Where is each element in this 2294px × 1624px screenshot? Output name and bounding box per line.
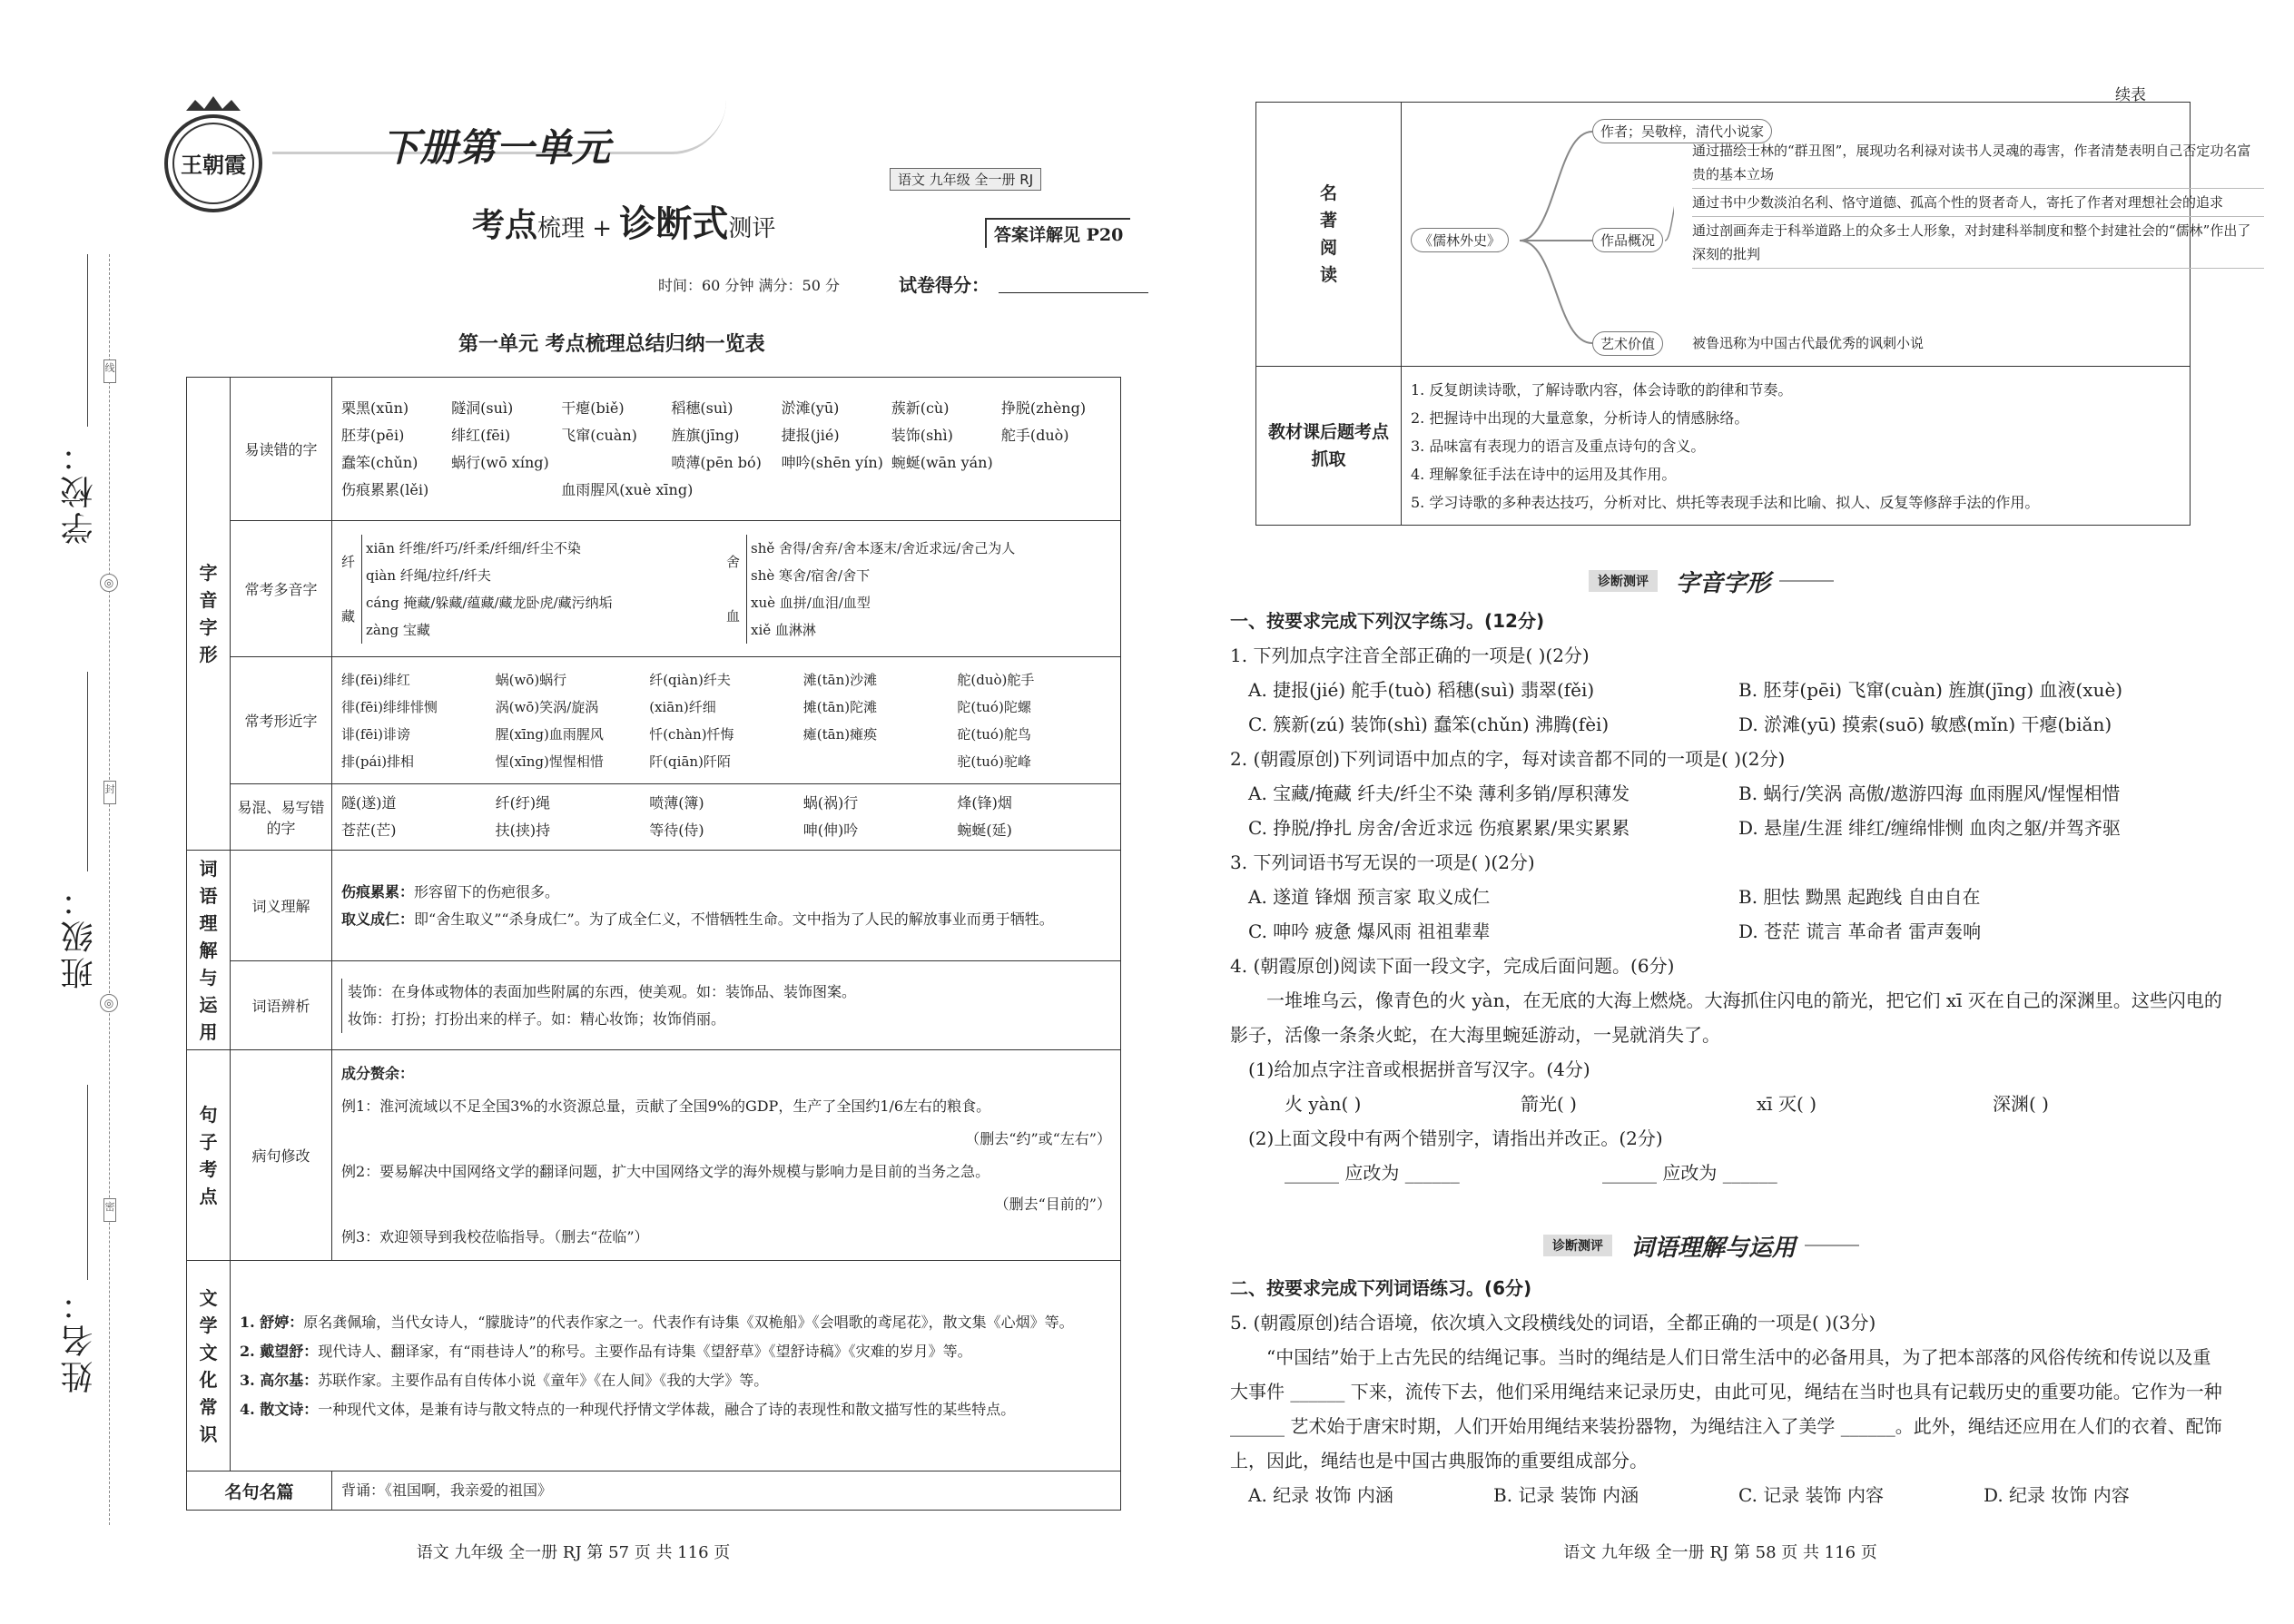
disc-entry: 装饰：在身体或物体的表面加些附属的东西，使美观。如：装饰品、装饰图案。 [348, 982, 857, 1000]
easy-word: 捷报(jié) [781, 426, 840, 444]
easy-word: 栗黑(xūn) [341, 399, 409, 417]
sent-fix: （删去“约”或“左右”） [965, 1129, 1111, 1147]
mix-item: 蜗(祸)行 [802, 794, 859, 812]
shape-item: 惺(xīng)惺惺相惜 [495, 753, 604, 770]
cat-sentence: 句子考点 [187, 1050, 231, 1261]
poly-cell [332, 521, 1121, 657]
easy-word: 蜗行(wō xíng) [451, 453, 549, 471]
easy-word: 挣脱(zhèng) [1000, 399, 1087, 417]
banner-phonetics [1589, 563, 1834, 599]
book-node: 《儒林外史》 [1411, 228, 1509, 252]
logo-text: 王朝霞 [181, 152, 246, 178]
easy-word: 喷薄(pēn bó) [671, 453, 762, 471]
easy-word: 淤滩(yū) [781, 399, 840, 417]
question-1: 1. 下列加点字注音全部正确的一项是( )(2分) [1230, 645, 1590, 666]
shape-item: 阡(qiān)阡陌 [649, 753, 731, 770]
seal-tag-feng: 封 [103, 781, 116, 804]
subtitle-a: 考点 [472, 207, 538, 244]
overview-node: 作品概况 [1592, 228, 1663, 252]
option-b[interactable]: B. 记录 装饰 内涵 [1493, 1484, 1639, 1506]
continued-label: 续表 [2115, 86, 2146, 104]
vocab-cell [332, 851, 1121, 961]
overview-title: 第一单元 考点梳理总结归纳一览表 [458, 333, 765, 356]
q4-correction[interactable]: ______ 应改为 ______ [1602, 1162, 1777, 1184]
question-3: 3. 下列词语书写无误的一项是( )(2分) [1230, 851, 1535, 873]
easy-word: 血雨腥风(xuè xīng) [561, 480, 694, 498]
subtitle-b: 梳理 + [537, 215, 620, 242]
score-blank[interactable] [999, 292, 1148, 293]
q4-passage: 一堆堆乌云，像青色的火 yàn，在无底的大海上燃烧。大海抓住闪电的箭光，把它们 xī 灭在自己的深渊里。这些闪电的影子，活像一条条火蛇，在大海里蜿延游动，一晃就消失了。 [1230, 989, 2222, 1046]
shape-cell [332, 657, 1121, 784]
poly-group: 舍 shě 舍得/舍弃/舍本逐末/舍近求远/舍己为人 shè 寒舍/宿舍/舍下 [726, 535, 1111, 589]
seal-tag-xian: 线 [103, 359, 116, 383]
text-item: 2. 把握诗中出现的大量意象，分析诗人的情感脉络。 [1411, 408, 1749, 427]
option-c[interactable]: C. 呻吟 疲惫 爆风雨 祖祖辈辈 [1248, 920, 1491, 942]
easy-word: 蠢笨(chǔn) [341, 453, 418, 471]
easy-cell [332, 378, 1121, 521]
binding-hole-icon: ◎ [100, 574, 118, 592]
section-head: 二、按要求完成下列词语练习。(6分) [1230, 1277, 1532, 1299]
lit-entry: 1. 舒婷：原名龚佩瑜，当代女诗人，“朦胧诗”的代表作家之一。代表作有诗集《双桅船》《会唱歌的鸢尾花》，散文集《心烟》等。 [240, 1313, 1074, 1331]
option-c[interactable]: C. 记录 装饰 内容 [1738, 1484, 1885, 1506]
poly-group: 血 xuè 血拼/血泪/血型 xiě 血淋淋 [726, 589, 1111, 644]
q4-blank[interactable]: 箭光( ) [1521, 1093, 1577, 1115]
sent-fix: （删去“目前的”） [994, 1195, 1111, 1213]
question-2: 2. (朝霞原创)下列词语中加点的字，每对读音都不同的一项是( )(2分) [1230, 748, 1786, 770]
q4-correction[interactable]: ______ 应改为 ______ [1285, 1162, 1460, 1184]
author-node: 作者；吴敬梓，清代小说家 [1592, 119, 1772, 143]
sent-cell [332, 1050, 1121, 1261]
shape-item: 瘫(tān)瘫痪 [802, 725, 878, 743]
option-c[interactable]: C. 簇新(zú) 装饰(shì) 蠢笨(chǔn) 沸腾(fèi) [1248, 714, 1610, 735]
option-a[interactable]: A. 遂道 锋烟 预言家 取义成仁 [1248, 886, 1491, 908]
easy-word: 舵手(duò) [1000, 426, 1069, 444]
overview-point: 通过书中少数淡泊名利、恪守道德、孤高个性的贤者奇人，寄托了作者对理想社会的追求 [1692, 189, 2264, 217]
binding-hole-icon: ◎ [100, 994, 118, 1012]
option-b[interactable]: B. 胚芽(pēi) 飞窜(cuàn) 旌旗(jīng) 血液(xuè) [1738, 679, 2123, 701]
question-5: 5. (朝霞原创)结合语境，依次填入文段横线处的词语，全都正确的一项是( )(3分) [1230, 1312, 1876, 1334]
sent-example: 例2：要易解决中国网络文学的翻译问题，扩大中国网络文学的海外规模与影响力是目前的当务之急。 [341, 1162, 990, 1180]
knowledge-table [186, 377, 1121, 1511]
shape-item [803, 748, 958, 775]
easy-label: 易读错的字 [231, 378, 332, 521]
vocab-label: 词义理解 [231, 851, 332, 961]
shape-item: 摊(tān)陀滩 [802, 698, 878, 715]
q4-blank[interactable]: 火 yàn( ) [1285, 1093, 1362, 1115]
subtitle-d: 测评 [728, 215, 776, 242]
mix-item: 呻(伸)吟 [802, 822, 859, 839]
shape-item: 涡(wō)笑涡/旋涡 [495, 698, 599, 715]
option-d[interactable]: D. 苍茫 谎言 革命者 雷声轰响 [1738, 920, 1982, 942]
shape-item: 陀(tuó)陀螺 [957, 698, 1031, 715]
option-b[interactable]: B. 胆怯 黝黑 起跑线 自由自在 [1738, 886, 1981, 908]
easy-word: 稻穗(suì) [671, 399, 733, 417]
shape-item: 排(pái)排相 [341, 753, 415, 770]
overview-point: 通过描绘士林的“群丑图”，展现功名利禄对读书人灵魂的毒害，作者清楚表明自己否定功名富贵的基本立场 [1692, 137, 2264, 189]
name-label: 姓名： [61, 1284, 98, 1393]
cat-vocab: 词语理解与运用 [187, 851, 231, 1050]
easy-word: 伤痕累累(lěi) [341, 480, 429, 498]
q4-sub1: (1)给加点字注音或根据拼音写汉字。(4分) [1248, 1058, 1590, 1080]
poly-label: 常考多音字 [231, 521, 332, 657]
option-d[interactable]: D. 纪录 妆饰 内容 [1984, 1484, 2130, 1506]
mix-item: 扶(挟)持 [495, 822, 551, 839]
sent-head: 成分赘余： [341, 1064, 415, 1082]
sent-label: 病句修改 [231, 1050, 332, 1261]
shape-item: 徘(fēi)绯绯悱恻 [341, 698, 438, 715]
text-label: 教材课后题考点抓取 [1256, 367, 1402, 526]
overview-points [1692, 137, 2264, 269]
lit-entry: 3. 高尔基：苏联作家。主要作品有自传体小说《童年》《在人间》《我的大学》等。 [240, 1371, 769, 1389]
text-item: 1. 反复朗读诗歌，了解诗歌内容，体会诗歌的韵律和节奏。 [1411, 380, 1793, 399]
q4-blank[interactable]: xī 灭( ) [1757, 1093, 1816, 1115]
q5-passage: “中国结”始于上古先民的结绳记事。当时的绳结是人们日常生活中的必备用具，为了把本部落的风俗传统和传说以及重大事件 ______ 下来，流传下去，他们采用绳结来记录历史，由此可见，绳结在当时也具有记载历史的重要功能。它作为一种 ______ 艺术始于唐宋时期，人们开始用绳结来装扮器物，为绳结注入了美学 ______。此外，绳结还应用在人们的衣着、配饰上，因此，绳结也是中国古典服饰的重要组成部分。 [1230, 1346, 2222, 1471]
easy-word: 绯红(fēi) [451, 426, 511, 444]
shape-label: 常考形近字 [231, 657, 332, 784]
disc-entry: 妆饰：打扮；打扮出来的样子。如：精心妆饰；妆饰俏丽。 [348, 1009, 726, 1028]
shape-item: 忏(chàn)忏悔 [649, 725, 734, 743]
cat-literature: 文学文化常识 [187, 1261, 231, 1471]
poly-group: 纤 xiān 纤维/纤巧/纤柔/纤细/纤尘不染 qiàn 纤绳/拉纤/纤夫 [341, 535, 726, 589]
footer-right: 语文 九年级 全一册 RJ 第 58 页 共 116 页 [1563, 1543, 1877, 1562]
seal-tag-mi: 密 [103, 1198, 116, 1222]
lit-entry: 4. 散文诗：一种现代文体，是兼有诗与散文特点的一种现代抒情文学体裁，融合了诗的表现性和散文描写性的某些特点。 [240, 1400, 1016, 1418]
banner-line [1779, 580, 1834, 582]
recite-label: 名句名篇 [187, 1471, 332, 1511]
art-node: 艺术价值 [1592, 331, 1663, 356]
binding-sidebar [0, 0, 163, 1624]
shape-item: 驼(tuó)驼峰 [957, 753, 1031, 770]
easy-word: 隧洞(suì) [451, 399, 514, 417]
easy-word: 旌旗(jīng) [671, 426, 740, 444]
questions-section-2 [1230, 1271, 2229, 1512]
header-subtitle [472, 195, 775, 247]
section-head: 一、按要求完成下列汉字练习。(12分) [1230, 610, 1545, 632]
shape-item: 腥(xīng)血雨腥风 [495, 725, 604, 743]
text-item: 3. 品味富有表现力的语言及重点诗句的含义。 [1411, 437, 1706, 455]
answer-ref: 答案详解见 P20 [985, 218, 1130, 248]
option-a[interactable]: A. 宝藏/掩藏 纤夫/纤尘不染 薄利多销/厚积薄发 [1248, 782, 1630, 804]
option-d[interactable]: D. 悬崖/生涯 绯红/缠绵悱恻 血肉之躯/并驾齐驱 [1738, 817, 2121, 839]
shape-item: 砣(tuó)舵鸟 [957, 725, 1031, 743]
mix-item: 蜿蜒(延) [957, 822, 1012, 839]
exam-meta: 时间：60 分钟 满分：50 分 [658, 277, 840, 294]
text-item: 4. 理解象征手法在诗中的运用及其作用。 [1411, 465, 1677, 483]
option-c[interactable]: C. 挣脱/挣扎 房舍/舍近求远 伤痕累累/果实累累 [1248, 817, 1630, 839]
q4-blank[interactable]: 深渊( ) [1993, 1093, 2049, 1115]
shape-item: 蜗(wō)蜗行 [495, 671, 567, 688]
shape-item: 绯(fēi)绯红 [341, 671, 410, 688]
continued-table [1255, 102, 2251, 526]
book-info-badge: 语文 九年级 全一册 RJ [890, 168, 1041, 191]
banner-tag: 诊断测评 [1589, 570, 1658, 592]
text-item: 5. 学习诗歌的多种表达技巧，分析对比、烘托等表现手法和比喻、拟人、反复等修辞手法的作用。 [1411, 493, 2040, 511]
shape-item: 舵(duò)舵手 [957, 671, 1035, 688]
mix-cell [332, 784, 1121, 851]
art-value: 被鲁迅称为中国古代最优秀的讽刺小说 [1692, 335, 1925, 351]
lit-entry: 2. 戴望舒：现代诗人、翻译家，有“雨巷诗人”的称号。主要作品有诗集《望舒草》《望舒诗稿》《灾难的岁月》等。 [240, 1342, 972, 1360]
vocab-entry: 伤痕累累：形容留下的伤疤很多。 [341, 882, 560, 901]
easy-word: 装饰(shì) [891, 426, 953, 444]
mix-item: 烽(锋)烟 [957, 794, 1012, 812]
shape-item: (xiān)纤细 [649, 698, 716, 715]
name-blank[interactable] [87, 1085, 88, 1280]
overview-point: 通过剖画奔走于科举道路上的众多士人形象，对封建科举制度和整个封建社会的“儒林”作出了深刻的批判 [1692, 217, 2264, 269]
text-items [1402, 367, 2191, 526]
banner-title: 字音字形 [1676, 569, 1771, 597]
subtitle-c: 诊断式 [619, 203, 729, 245]
easy-word: 呻吟(shēn yín) [781, 453, 883, 471]
school-blank[interactable] [87, 254, 88, 427]
banner-vocab [1543, 1227, 1859, 1264]
option-a[interactable]: A. 捷报(jié) 舵手(tuò) 稻穗(suì) 翡翠(fěi) [1248, 679, 1595, 701]
mix-item: 苍茫(芒) [341, 822, 397, 839]
banner-line [1805, 1245, 1859, 1246]
disc-label: 词语辨析 [231, 961, 332, 1050]
easy-word: 蔟新(cù) [891, 399, 950, 417]
easy-word: 干瘪(biě) [561, 399, 625, 417]
famous-label: 名著阅读 [1256, 103, 1402, 367]
option-a[interactable]: A. 纪录 妆饰 内涵 [1248, 1484, 1393, 1506]
easy-word: 蜿蜒(wān yán) [891, 453, 993, 471]
vocab-entry: 取义成仁：即“舍生取义”“杀身成仁”。为了成全仁义，不惜牺牲生命。文中指为了人民的解放事业而勇于牺牲。 [341, 910, 1054, 928]
poly-group: 藏 cáng 掩藏/躲藏/蕴藏/藏龙卧虎/藏污纳垢 zàng 宝藏 [341, 589, 726, 644]
shape-item: 滩(tān)沙滩 [802, 671, 878, 688]
easy-word: 飞窜(cuàn) [561, 426, 637, 444]
cut-line [109, 254, 110, 1525]
class-blank[interactable] [87, 672, 88, 871]
question-4: 4. (朝霞原创)阅读下面一段文字，完成后面问题。(6分) [1230, 955, 1675, 977]
banner-tag: 诊断测评 [1543, 1235, 1612, 1256]
easy-word: 胚芽(pēi) [341, 426, 405, 444]
school-label: 学校： [61, 436, 98, 545]
footer-left: 语文 九年级 全一册 RJ 第 57 页 共 116 页 [416, 1543, 731, 1562]
mix-item: 等待(侍) [649, 822, 704, 839]
mix-label: 易混、易写错的字 [231, 784, 332, 851]
shape-item: 诽(fēi)诽谤 [341, 725, 410, 743]
mix-item: 纤(纡)绳 [495, 794, 551, 812]
disc-cell [332, 961, 1121, 1050]
q4-sub2: (2)上面文段中有两个错别字，请指出并改正。(2分) [1248, 1127, 1663, 1149]
brand-logo [154, 91, 272, 218]
option-b[interactable]: B. 蜗行/笑涡 高傲/遨游四海 血雨腥风/惺惺相惜 [1738, 782, 2121, 804]
sent-example: 例3：欢迎领导到我校莅临指导。（删去“莅临”） [341, 1227, 649, 1245]
famous-mindmap [1402, 103, 2251, 367]
class-label: 班级： [61, 881, 98, 989]
shape-item: 纤(qiàn)纤夫 [649, 671, 731, 688]
score-label: 试卷得分： [899, 274, 989, 296]
option-d[interactable]: D. 淤滩(yū) 摸索(suō) 敏感(mǐn) 干瘪(biǎn) [1738, 714, 2112, 735]
banner-title: 词语理解与运用 [1630, 1234, 1797, 1262]
mix-item: 喷薄(簿) [649, 794, 704, 812]
questions-section-1 [1230, 604, 2229, 1190]
unit-title: 下册第一单元 [381, 125, 611, 170]
recite-cell: 背诵：《祖国啊，我亲爱的祖国》 [332, 1471, 1121, 1511]
mix-item: 隧(遂)道 [341, 794, 397, 812]
cat-phonetics: 字音字形 [187, 378, 231, 851]
sent-example: 例1：淮河流域以不足全国3%的水资源总量，贡献了全国9%的GDP，生产了全国约1/6左右的粮食。 [341, 1097, 991, 1115]
lit-cell [231, 1261, 1121, 1471]
